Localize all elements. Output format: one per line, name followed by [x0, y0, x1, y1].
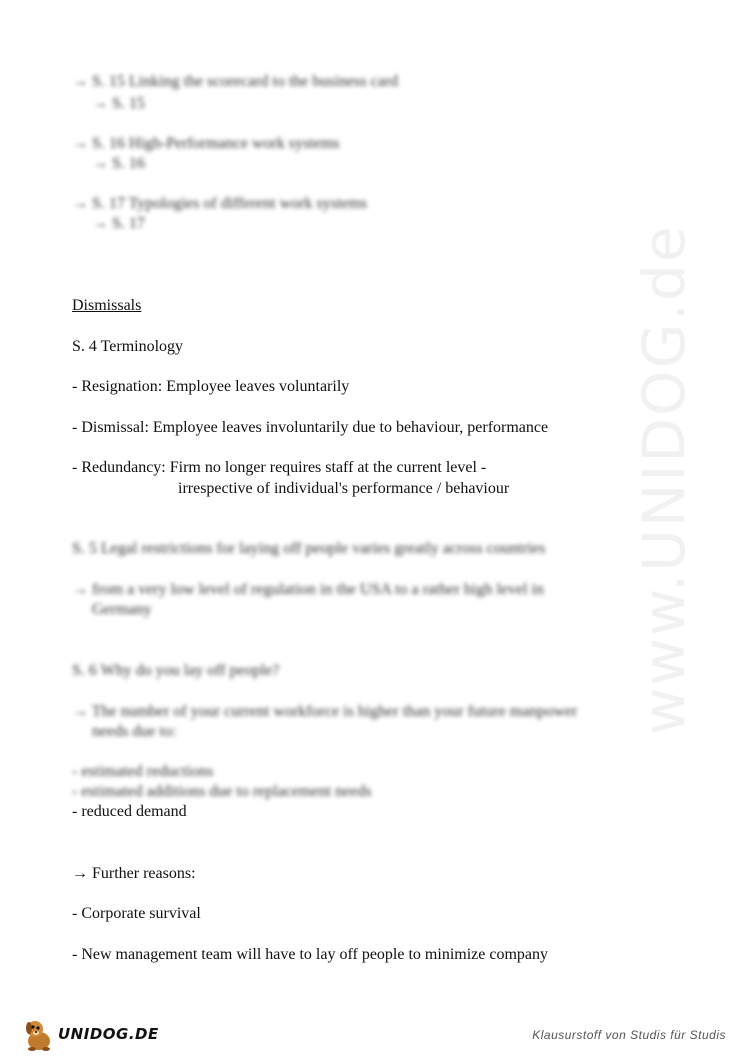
blurred-reason-2: - estimated additions due to replacement needs — [72, 783, 372, 800]
blurred-s6-line-2: needs due to: — [92, 723, 177, 740]
blurred-s6-title: S. 6 Why do you lay off people? — [72, 662, 280, 679]
blurred-line-s16: → S. 16 High-Performance work systems — [72, 135, 340, 152]
corporate-survival-line: - Corporate survival — [72, 905, 201, 922]
blurred-s5-line-2: Germany — [92, 601, 152, 618]
blurred-reason-1: - estimated reductions — [72, 763, 214, 780]
redundancy-line-2: irrespective of individual's performance / behaviour — [178, 480, 510, 497]
footer-logo — [22, 1014, 162, 1054]
section-heading: Dismissals — [72, 297, 142, 314]
blurred-sub-s15: → S. 15 — [92, 95, 145, 112]
new-management-line: - New management team will have to lay off people to minimize company — [72, 946, 548, 963]
blurred-sub-s17: → S. 17 — [92, 215, 145, 232]
blurred-s5-line-1: → from a very low level of regulation in the USA to a rather high level in — [72, 581, 544, 598]
blurred-line-s17: → S. 17 Typologies of different work systems — [72, 195, 368, 212]
footer-tagline: Klausurstoff von Studis für Studis — [532, 1028, 726, 1042]
reduced-demand-line: - reduced demand — [72, 803, 187, 820]
resignation-line: - Resignation: Employee leaves voluntarily — [72, 378, 350, 395]
dog-mascot-icon — [22, 1016, 56, 1052]
logo-text: UNIDOG.DE — [58, 1025, 159, 1043]
blurred-line-s15: → S. 15 Linking the scorecard to the business card — [72, 73, 399, 90]
blurred-s5-title: S. 5 Legal restrictions for laying off people varies greatly across countries — [72, 540, 546, 557]
redundancy-line-1: - Redundancy: Firm no longer requires staff at the current level - — [72, 459, 487, 476]
blurred-s6-line-1: → The number of your current workforce is higher than your future manpower — [72, 703, 578, 720]
terminology-title: S. 4 Terminology — [72, 338, 184, 355]
watermark-text: www.UNIDOG.de — [630, 224, 698, 735]
dismissal-line: - Dismissal: Employee leaves involuntarily due to behaviour, performance — [72, 419, 549, 436]
further-reasons-line: → Further reasons: — [72, 865, 196, 882]
blurred-sub-s16: → S. 16 — [92, 155, 145, 172]
